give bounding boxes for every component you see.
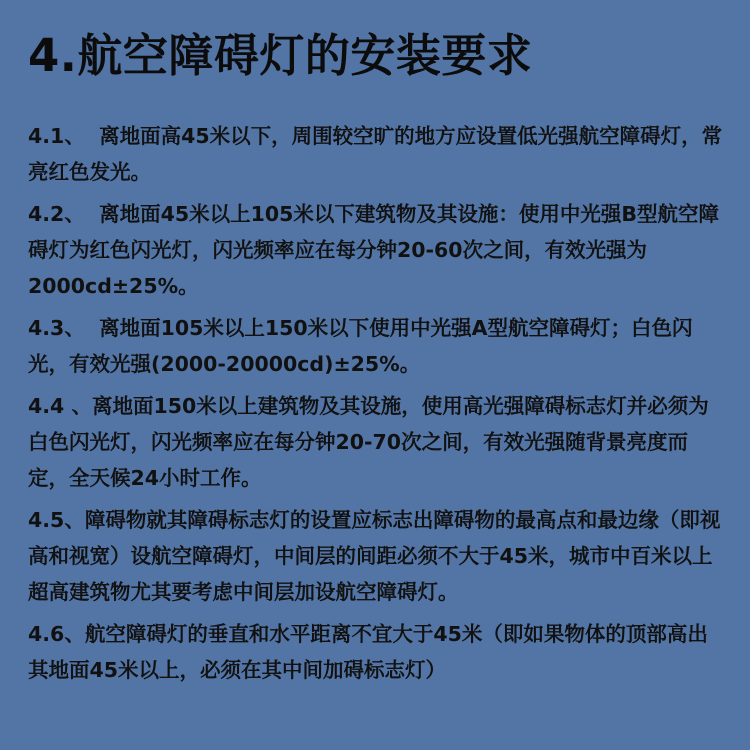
requirement-item-4-4: 4.4 、离地面150米以上建筑物及其设施，使用高光强障碍标志灯并必须为白色闪光灯，闪光频率应在每分钟20-70次之间，有效光强随背景亮度而定，全天候24小时工作。 xyxy=(28,394,709,490)
requirements-list xyxy=(28,118,726,688)
page-title: 4.航空障碍灯的安装要求 xyxy=(28,29,533,82)
requirement-item-4-3: 4.3、 离地面105米以上150米以下使用中光强A型航空障碍灯；白色闪光，有效光强(2000-20000cd)±25%。 xyxy=(28,316,693,376)
requirement-item-4-1: 4.1、 离地面高45米以下，周围较空旷的地方应设置低光强航空障碍灯，常亮红色发光。 xyxy=(28,124,723,184)
requirement-item-4-5: 4.5、障碍物就其障碍标志灯的设置应标志出障碍物的最高点和最边缘（即视高和视宽）设航空障碍灯，中间层的间距必须不大于45米，城市中百米以上超高建筑物尤其要考虑中间层加设航空障碍灯。 xyxy=(28,508,721,604)
requirement-item-4-6: 4.6、航空障碍灯的垂直和水平距离不宜大于45米（即如果物体的顶部高出其地面45米以上，必须在其中间加碍标志灯） xyxy=(28,622,708,682)
requirement-item-4-2: 4.2、 离地面45米以上105米以下建筑物及其设施：使用中光强B型航空障碍灯为红色闪光灯，闪光频率应在每分钟20-60次之间，有效光强为2000cd±25%。 xyxy=(28,202,720,298)
